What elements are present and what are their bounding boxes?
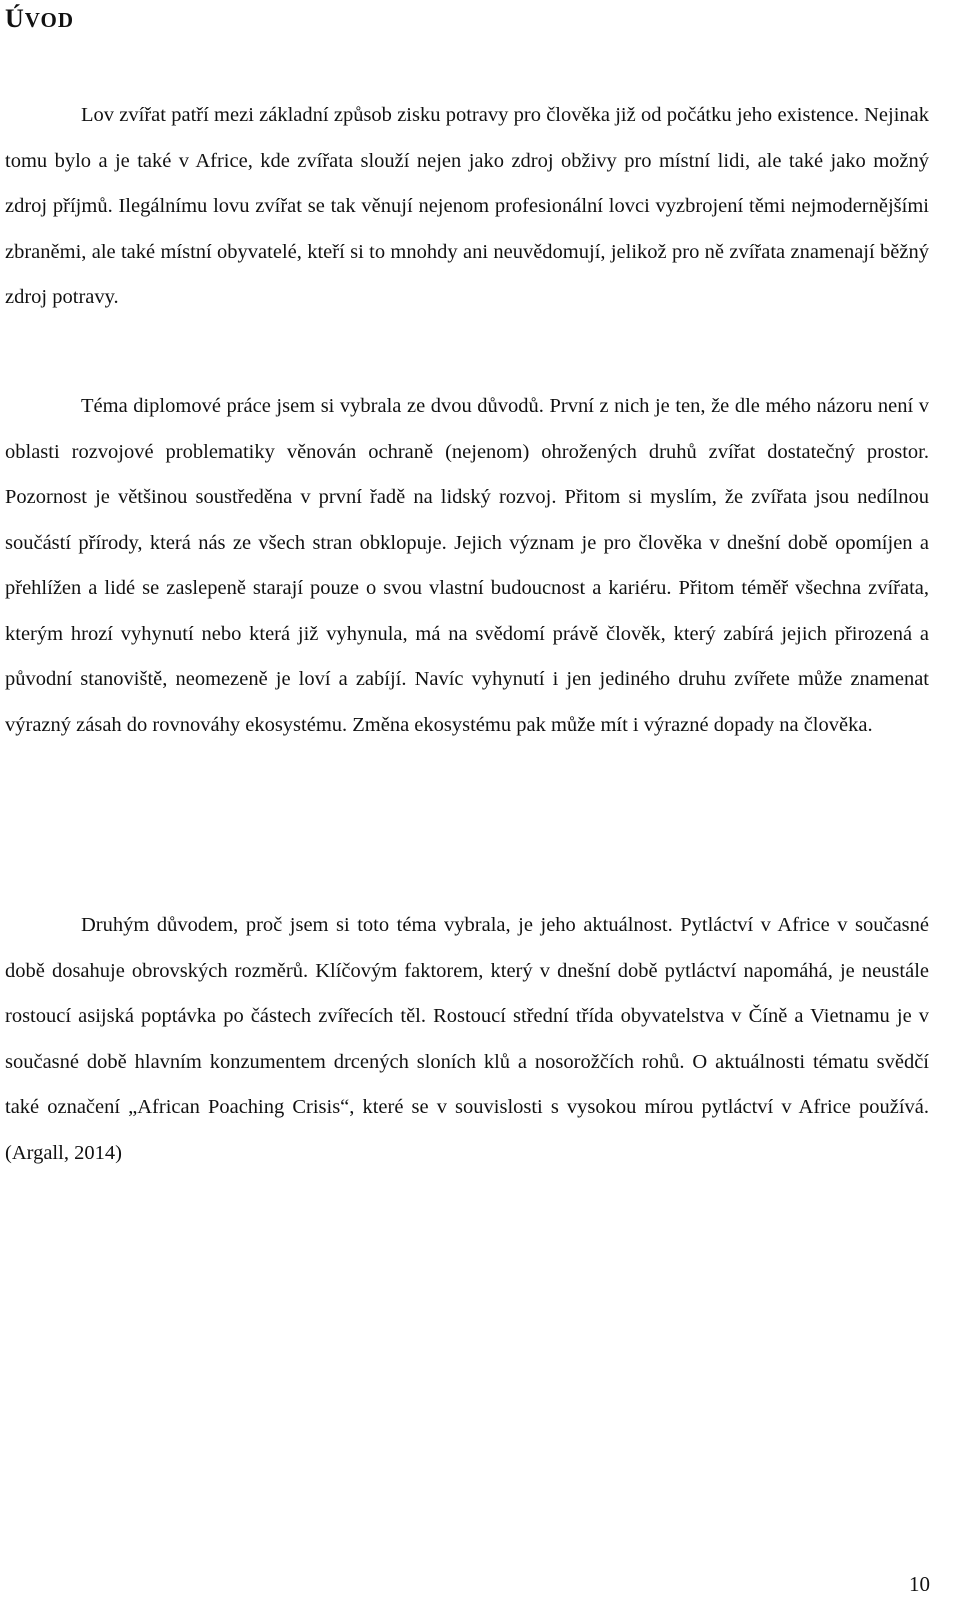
paragraph-2: Téma diplomové práce jsem si vybrala ze dvou důvodů. První z nich je ten, že dle mého názoru není v oblasti rozvojové problematiky věnován ochraně (nejenom) ohrožených druhů zvířat dostatečný prostor. Pozornost je většinou soustředěna v první řadě na lidský rozvoj. Přitom si myslím, že zvířata jsou nedílnou součástí přírody, která nás ze všech stran obklopuje. Jejich význam je pro člověka v dnešní době opomíjen a přehlížen a lidé se zaslepeně starají pouze o svou vlastní budoucnost a kariéru. Přitom téměř všechna zvířata, kterým hrozí vyhynutí nebo která již vyhynula, má na svědomí právě člověk, který zabírá jejich přirozená a původní stanoviště, neomezeně je loví a zabíjí. Navíc vyhynutí i jen jediného druhu zvířete může znamenat výrazný zásah do rovnováhy ekosystému. Změna ekosystému pak může mít i výrazné dopady na člověka. bbox=[5, 395, 929, 736]
paragraph-1: Lov zvířat patří mezi základní způsob zisku potravy pro člověka již od počátku jeho existence. Nejinak tomu bylo a je také v Africe, kde zvířata slouží nejen jako zdroj obživy pro místní lidi, ale také jako možný zdroj příjmů. Ilegálnímu lovu zvířat se tak věnují nejenom profesionální lovci vyzbrojení těmi nejmodernějšími zbraněmi, ale také místní obyvatelé, kteří si to mnohdy ani neuvědomují, jelikož pro ně zvířata znamenají běžný zdroj potravy. bbox=[5, 104, 929, 308]
page-number: 10 bbox=[909, 1572, 930, 1596]
paragraph-3: Druhým důvodem, proč jsem si toto téma vybrala, je jeho aktuálnost. Pytláctví v Africe v současné době dosahuje obrovských rozměrů. Klíčovým faktorem, který v dnešní době pytláctví napomáhá, je neustále rostoucí asijská poptávka po částech zvířecích těl. Rostoucí střední třída obyvatelstva v Číně a Vietnamu je v současné době hlavním konzumentem drcených sloních klů a nosorožčích rohů. O aktuálnosti tématu svědčí také označení „African Poaching Crisis“, které se v souvislosti s vysokou mírou pytláctví v Africe používá. (Argall, 2014) bbox=[5, 914, 929, 1164]
heading-initial: Ú bbox=[5, 4, 25, 33]
chapter-heading bbox=[5, 4, 74, 34]
heading-rest: VOD bbox=[24, 8, 75, 32]
